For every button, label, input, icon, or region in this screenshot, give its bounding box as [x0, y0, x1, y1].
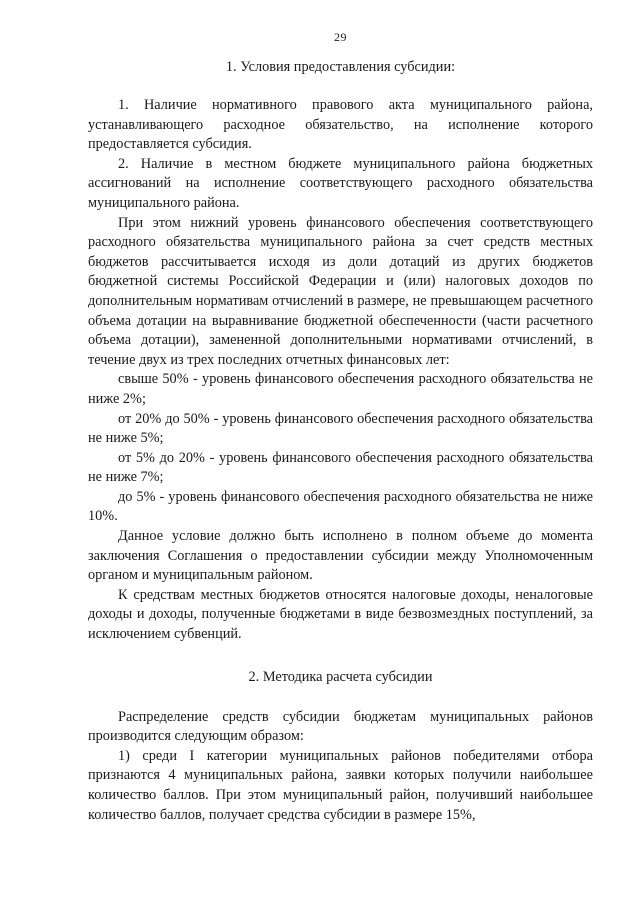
paragraph: При этом нижний уровень финансового обеспечения соответствующего расходного обязательства муниципального района за счет средств местных бюджетов рассчитывается исходя из доли дотаций из других бюджетов бюджетной системы Российской Федерации и (или) налоговых доходов по дополнительным нормативам отчислений в размере, не превышающем расчетного объема дотации на выравнивание бюджетной обеспеченности (части расчетного объема дотации), замененной дополнительными нормативами отчислений, в течение двух из трех последних отчетных финансовых лет:: [88, 214, 593, 368]
paragraph: 1. Наличие нормативного правового акта муниципального района, устанавливающего расходное обязательство, на исполнение которого предоставляется субсидия.: [88, 97, 593, 153]
section-1-heading: 1. Условия предоставления субсидии:: [225, 59, 456, 75]
paragraph: 1) среди I категории муниципальных районов победителями отбора признаются 4 муниципальных района, заявки которых получили наибольшее количество баллов. При этом муниципальный район, получивший наибольшее количество баллов, получает средства субсидии в размере 15%,: [88, 747, 593, 823]
paragraph: от 5% до 20% - уровень финансового обеспечения расходного обязательства не ниже 7%;: [88, 449, 593, 486]
paragraph: до 5% - уровень финансового обеспечения расходного обязательства не ниже 10%.: [88, 488, 593, 525]
paragraph: от 20% до 50% - уровень финансового обеспечения расходного обязательства не ниже 5%;: [88, 410, 593, 447]
paragraph: Распределение средств субсидии бюджетам муниципальных районов производится следующим образом:: [88, 708, 593, 745]
paragraph: Данное условие должно быть исполнено в полном объеме до момента заключения Соглашения о предоставлении субсидии между Уполномоченным органом и муниципальным районом.: [88, 528, 593, 584]
paragraph: 2. Наличие в местном бюджете муниципального района бюджетных ассигнований на исполнение соответствующего расходного обязательства муниципального района.: [88, 155, 593, 211]
section-2-heading: 2. Методика расчета субсидии: [248, 668, 433, 685]
document-page: [88, 30, 593, 825]
page-number: 29: [334, 30, 347, 44]
paragraph: К средствам местных бюджетов относятся налоговые доходы, неналоговые доходы и доходы, полученные бюджетами в виде безвозмездных поступлений, за исключением субвенций.: [88, 586, 593, 643]
paragraph: свыше 50% - уровень финансового обеспечения расходного обязательства не ниже 2%;: [88, 371, 593, 407]
